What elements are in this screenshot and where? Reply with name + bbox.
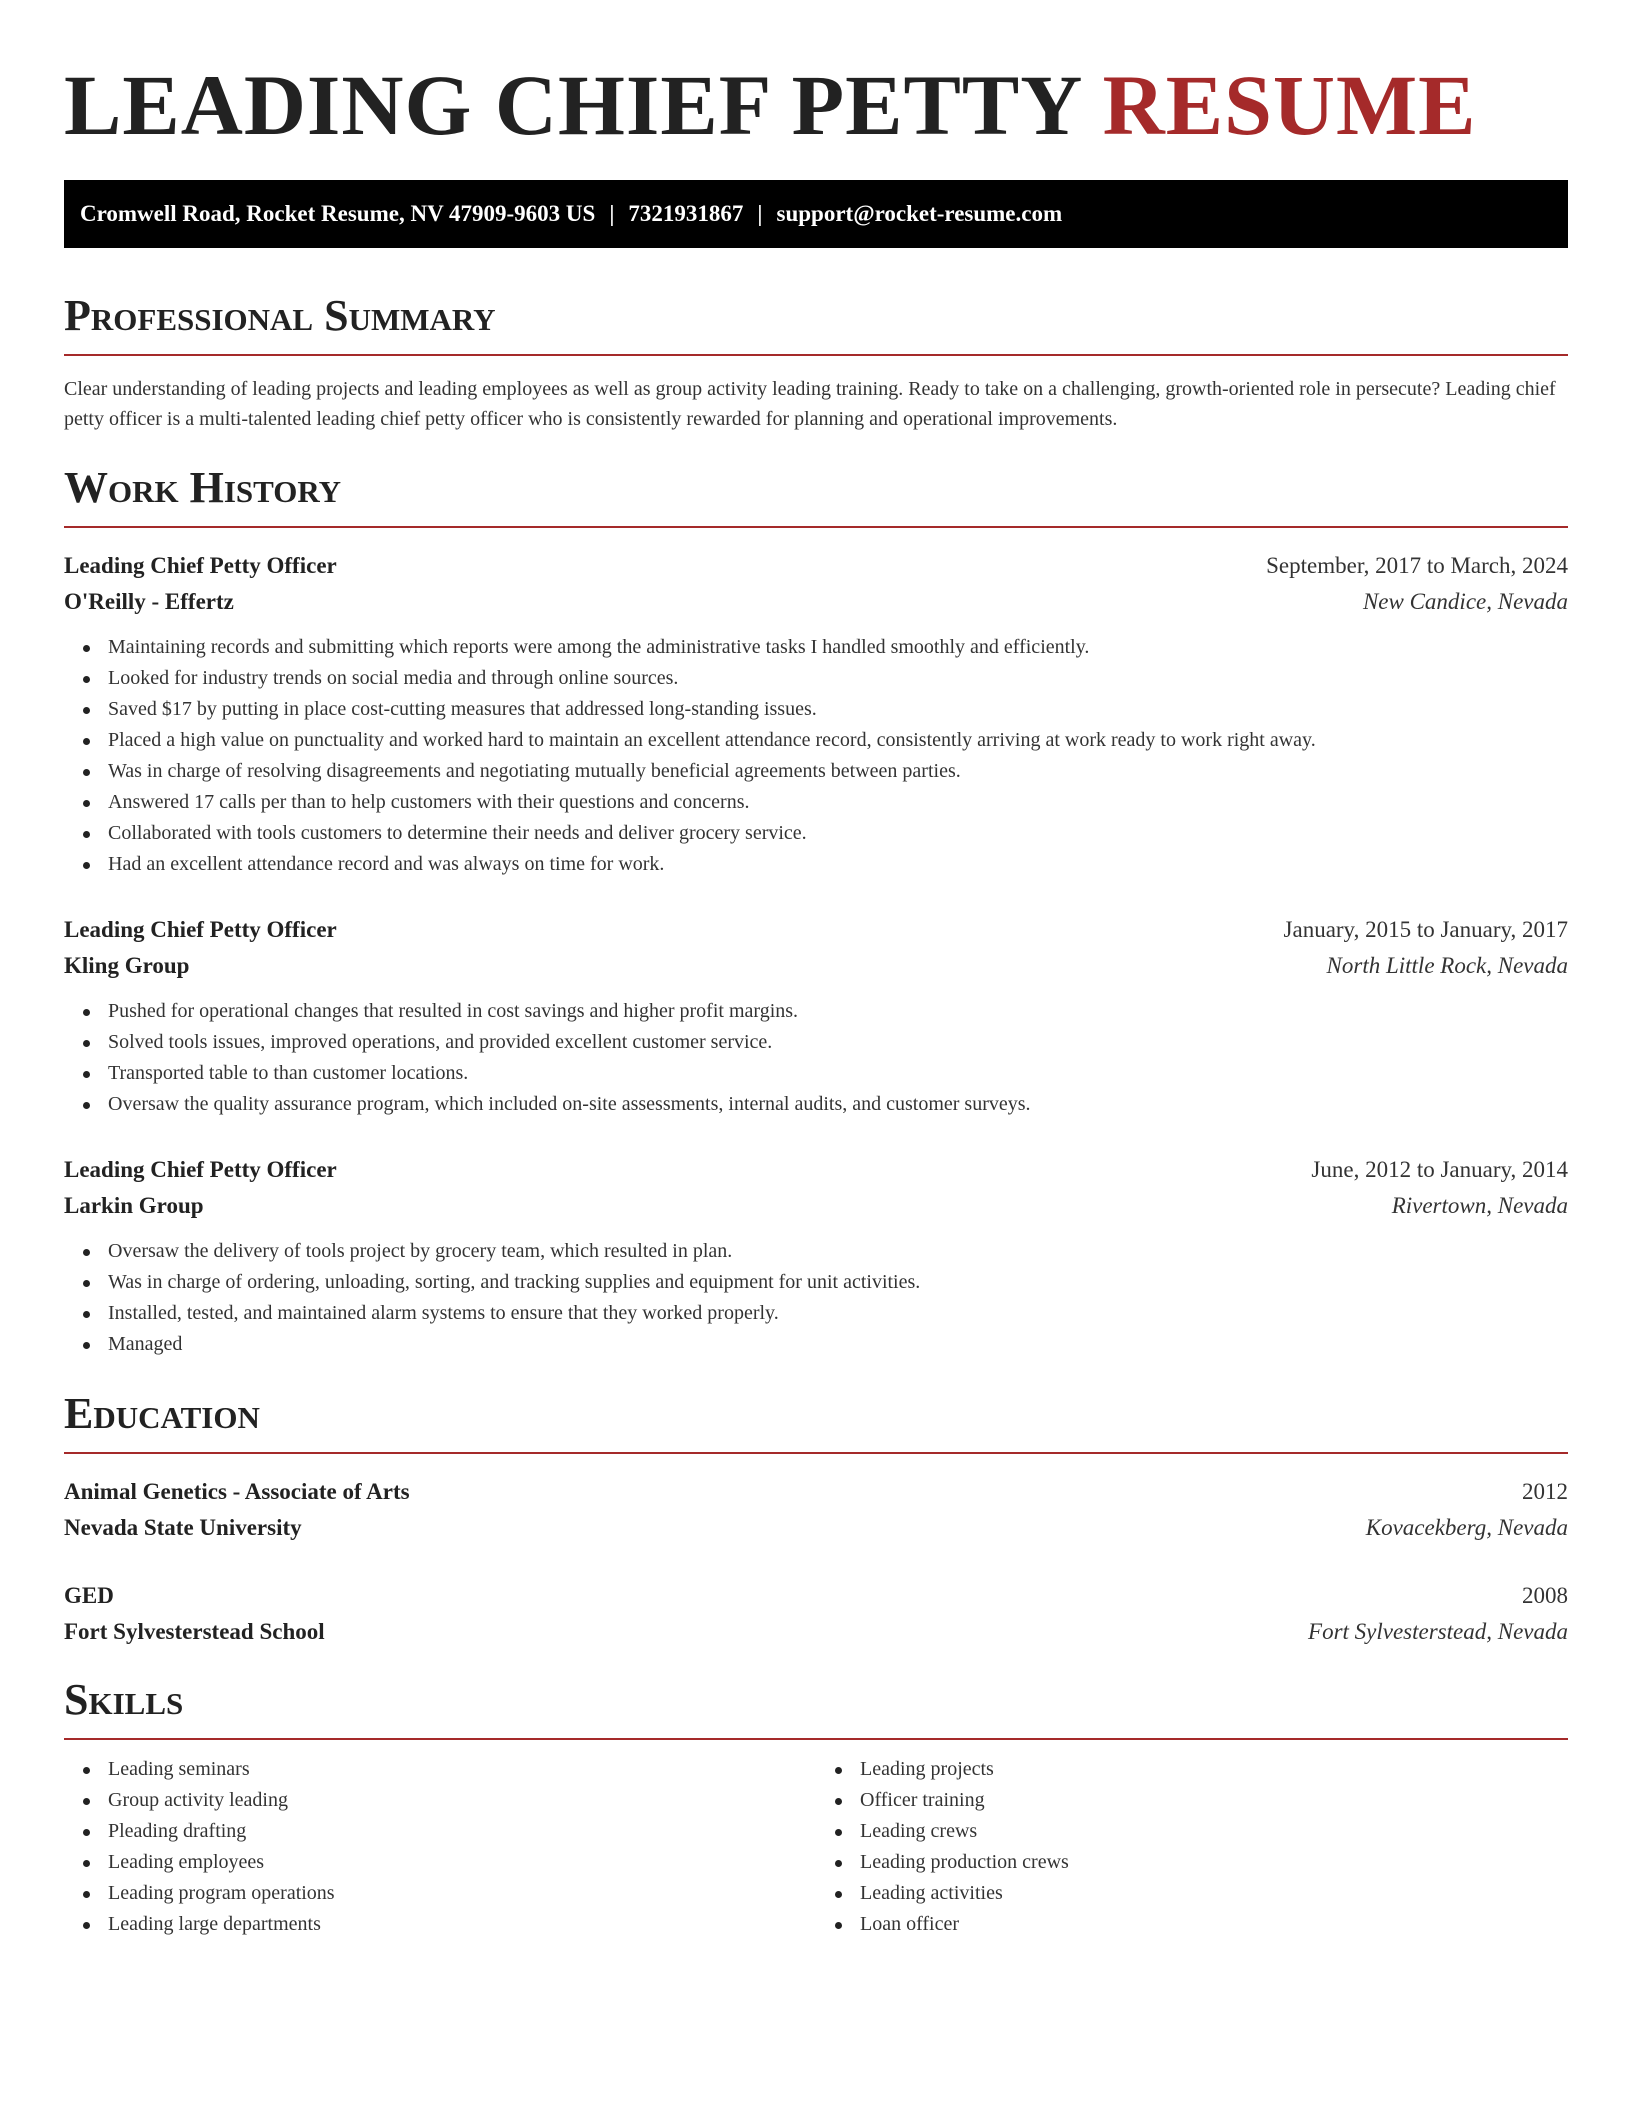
education-section <box>64 1388 1568 1650</box>
skill-item: Leading large departments <box>108 1909 816 1940</box>
job-bullet: Was in charge of ordering, unloading, sorting, and tracking supplies and equipment for unit activities. <box>108 1267 1568 1298</box>
job-bullet: Pushed for operational changes that resulted in cost savings and higher profit margins. <box>108 996 1568 1027</box>
job-bullet: Was in charge of resolving disagreements and negotiating mutually beneficial agreements between parties. <box>108 756 1568 787</box>
summary-section <box>64 290 1568 434</box>
education-school-row <box>64 1614 1568 1650</box>
job-bullet: Oversaw the delivery of tools project by grocery team, which resulted in plan. <box>108 1236 1568 1267</box>
skills-heading: Skills <box>64 1674 1568 1740</box>
skill-item: Officer training <box>860 1785 1568 1816</box>
summary-text: Clear understanding of leading projects and leading employees as well as group activity leading training. Ready to take on a challenging, growth-oriented role in persecute? Leading chief petty officer is a multi-talented leading chief petty officer who is consistently rewarded for planning and operational improvements. <box>64 378 1556 430</box>
contact-bar <box>64 180 1568 248</box>
job-bullet: Maintaining records and submitting which reports were among the administrative tasks I handled smoothly and efficiently. <box>108 632 1568 663</box>
job-bullet: Solved tools issues, improved operations, and provided excellent customer service. <box>108 1027 1568 1058</box>
job-bullets <box>64 996 1568 1120</box>
education-degree: GED <box>64 1583 114 1608</box>
job-title: Leading Chief Petty Officer <box>64 917 337 942</box>
job-location: New Candice, Nevada <box>1362 589 1568 614</box>
title-accent: RESUME <box>1102 57 1477 153</box>
job-bullet: Oversaw the quality assurance program, which included on-site assessments, internal audits, and customer surveys. <box>108 1089 1568 1120</box>
contact-separator: | <box>757 201 763 226</box>
contact-phone: 7321931867 <box>628 201 744 226</box>
job-company: O'Reilly - Effertz <box>64 589 234 614</box>
skill-item: Loan officer <box>860 1909 1568 1940</box>
job-dates: January, 2015 to January, 2017 <box>1283 917 1568 942</box>
education-entry <box>64 1474 1568 1546</box>
job-company-row <box>64 584 1568 620</box>
job-company-row <box>64 1188 1568 1224</box>
skill-item: Pleading drafting <box>108 1816 816 1847</box>
job-bullet: Placed a high value on punctuality and worked hard to maintain an excellent attendance record, consistently arriving at work ready to work right away. <box>108 725 1568 756</box>
job-bullet: Saved $17 by putting in place cost-cutting measures that addressed long-standing issues. <box>108 694 1568 725</box>
education-year: 2008 <box>1522 1583 1568 1608</box>
job-header-row <box>64 548 1568 584</box>
job-bullet: Collaborated with tools customers to determine their needs and deliver grocery service. <box>108 818 1568 849</box>
skill-item: Leading program operations <box>108 1878 816 1909</box>
summary-heading: Professional Summary <box>64 290 1568 356</box>
skills-list-left <box>64 1754 816 1940</box>
education-heading: Education <box>64 1388 1568 1454</box>
education-header-row <box>64 1578 1568 1614</box>
education-school: Nevada State University <box>64 1515 302 1540</box>
work-history-heading: Work History <box>64 462 1568 528</box>
job-company: Kling Group <box>64 953 190 978</box>
resume-title <box>64 56 1568 154</box>
skill-item: Leading employees <box>108 1847 816 1878</box>
job-dates: June, 2012 to January, 2014 <box>1311 1157 1568 1182</box>
job-bullets <box>64 1236 1568 1360</box>
education-location: Kovacekberg, Nevada <box>1365 1515 1568 1540</box>
job-entry <box>64 548 1568 880</box>
job-bullet: Installed, tested, and maintained alarm systems to ensure that they worked properly. <box>108 1298 1568 1329</box>
job-bullets <box>64 632 1568 880</box>
job-company-row <box>64 948 1568 984</box>
skills-list-right <box>816 1754 1568 1940</box>
job-dates: September, 2017 to March, 2024 <box>1266 553 1568 578</box>
job-header-row <box>64 912 1568 948</box>
education-school: Fort Sylvesterstead School <box>64 1619 325 1644</box>
contact-address: Cromwell Road, Rocket Resume, NV 47909-9603 US <box>80 201 596 226</box>
job-bullet: Managed <box>108 1329 1568 1360</box>
skill-item: Leading seminars <box>108 1754 816 1785</box>
skills-grid <box>64 1754 1568 1940</box>
work-history-section <box>64 462 1568 1360</box>
job-entry <box>64 1152 1568 1360</box>
job-bullet: Transported table to than customer locations. <box>108 1058 1568 1089</box>
job-bullet: Looked for industry trends on social media and through online sources. <box>108 663 1568 694</box>
skill-item: Leading projects <box>860 1754 1568 1785</box>
job-location: Rivertown, Nevada <box>1391 1193 1568 1218</box>
job-header-row <box>64 1152 1568 1188</box>
education-header-row <box>64 1474 1568 1510</box>
skill-item: Leading production crews <box>860 1847 1568 1878</box>
job-bullet: Answered 17 calls per than to help customers with their questions and concerns. <box>108 787 1568 818</box>
skill-item: Leading activities <box>860 1878 1568 1909</box>
contact-separator: | <box>609 201 615 226</box>
job-location: North Little Rock, Nevada <box>1326 953 1568 978</box>
education-location: Fort Sylvesterstead, Nevada <box>1308 1619 1568 1644</box>
education-school-row <box>64 1510 1568 1546</box>
job-bullet: Had an excellent attendance record and was always on time for work. <box>108 849 1568 880</box>
title-main: LEADING CHIEF PETTY <box>64 57 1103 153</box>
skill-item: Leading crews <box>860 1816 1568 1847</box>
job-title: Leading Chief Petty Officer <box>64 1157 337 1182</box>
job-title: Leading Chief Petty Officer <box>64 553 337 578</box>
job-entry <box>64 912 1568 1120</box>
education-entry <box>64 1578 1568 1650</box>
job-company: Larkin Group <box>64 1193 204 1218</box>
contact-email: support@rocket-resume.com <box>776 201 1063 226</box>
education-year: 2012 <box>1522 1479 1568 1504</box>
skills-section <box>64 1674 1568 1940</box>
skill-item: Group activity leading <box>108 1785 816 1816</box>
education-degree: Animal Genetics - Associate of Arts <box>64 1479 410 1504</box>
